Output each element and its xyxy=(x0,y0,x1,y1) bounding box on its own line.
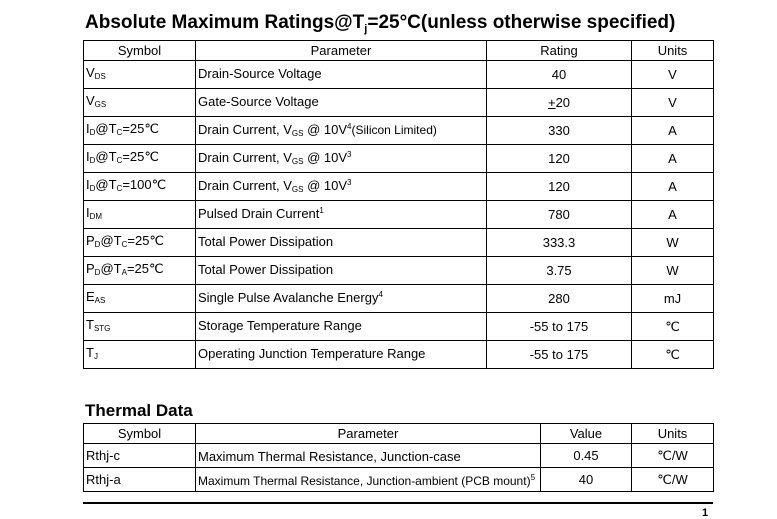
header-rating: Rating xyxy=(487,41,632,61)
plus-minus-sign: + xyxy=(547,94,556,110)
symbol-main: T xyxy=(86,316,94,332)
symbol-cell xyxy=(84,117,196,145)
value-cell: 40 xyxy=(541,468,632,492)
symbol-condition-subscript: C xyxy=(116,155,123,165)
symbol-subscript: D xyxy=(94,267,101,277)
symbol-condition-value: =100℃ xyxy=(122,176,167,192)
parameter-text: Drain Current, V xyxy=(198,178,292,193)
header-units: Units xyxy=(632,424,714,444)
symbol-condition-value: =25℃ xyxy=(126,260,164,276)
symbol-cell xyxy=(84,173,196,201)
rating-cell: 120 xyxy=(487,173,632,201)
table-row xyxy=(84,468,714,492)
thermal-data-table xyxy=(83,423,714,492)
parameter-text: Total Power Dissipation xyxy=(198,262,334,277)
parameter-text: Pulsed Drain Current xyxy=(198,206,320,221)
parameter-footnote: 5 xyxy=(530,473,536,482)
parameter-condition: @ 10V xyxy=(303,122,348,137)
symbol-subscript: DS xyxy=(94,71,106,81)
parameter-subscript: GS xyxy=(291,185,304,194)
symbol-main: T xyxy=(86,344,94,360)
symbol-condition: @T xyxy=(100,260,122,276)
symbol-condition: @T xyxy=(95,120,117,136)
parameter-cell xyxy=(196,89,487,117)
rating-cell: 330 xyxy=(487,117,632,145)
table-header-row xyxy=(84,424,714,444)
table-row xyxy=(84,341,714,369)
units-cell: A xyxy=(632,145,714,173)
header-value: Value xyxy=(541,424,632,444)
symbol-cell xyxy=(84,257,196,285)
rating-cell: 3.75 xyxy=(487,257,632,285)
header-parameter: Parameter xyxy=(196,41,487,61)
symbol-subscript: DM xyxy=(89,211,103,221)
symbol-subscript: GS xyxy=(94,99,107,109)
symbol-cell xyxy=(84,285,196,313)
parameter-subscript: GS xyxy=(291,129,304,138)
symbol-subscript: AS xyxy=(94,295,106,305)
parameter-condition: @ 10V xyxy=(303,150,348,165)
parameter-footnote: 1 xyxy=(319,206,324,215)
parameter-cell xyxy=(196,201,487,229)
parameter-subscript: GS xyxy=(291,157,304,166)
footer-divider xyxy=(83,502,713,504)
symbol-condition-subscript: C xyxy=(116,183,123,193)
units-cell: A xyxy=(632,117,714,145)
units-cell: mJ xyxy=(632,285,714,313)
parameter-footnote: 4 xyxy=(347,122,352,131)
parameter-footnote: 3 xyxy=(347,178,352,187)
parameter-cell xyxy=(196,173,487,201)
symbol-main: I xyxy=(86,148,90,164)
parameter-cell xyxy=(196,145,487,173)
units-cell: ℃/W xyxy=(632,444,714,468)
rating-cell xyxy=(487,89,632,117)
rating-number: 20 xyxy=(555,94,571,110)
symbol-condition: @T xyxy=(95,176,117,192)
symbol-cell xyxy=(84,201,196,229)
symbol-cell: Rthj-a xyxy=(84,468,196,492)
table-row xyxy=(84,229,714,257)
table-row xyxy=(84,117,714,145)
parameter-condition: @ 10V xyxy=(303,178,348,193)
parameter-text: Drain Current, V xyxy=(198,150,292,165)
symbol-condition-value: =25℃ xyxy=(122,148,159,164)
table-row xyxy=(84,173,714,201)
symbol-condition-value: =25℃ xyxy=(122,120,159,136)
ratings-title: Absolute Maximum $Ratings@T_j=25^\circ C(unless$ otherwise specified) xyxy=(85,12,676,35)
units-cell: V xyxy=(632,61,714,89)
header-parameter: Parameter xyxy=(196,424,541,444)
parameter-note: (Silicon Limited) xyxy=(351,123,437,137)
symbol-cell: Rthj-c xyxy=(84,444,196,468)
parameter-text: Single Pulse Avalanche Energy xyxy=(198,290,379,305)
parameter-text: Maximum Thermal Resistance, Junction-case xyxy=(198,449,461,464)
symbol-cell xyxy=(84,89,196,117)
header-symbol: Symbol xyxy=(84,41,196,61)
header-units: Units xyxy=(632,41,714,61)
table-header-row xyxy=(84,41,714,61)
symbol-condition-subscript: C xyxy=(121,239,128,249)
units-cell: V xyxy=(632,89,714,117)
units-cell: ℃ xyxy=(632,341,714,369)
table-row xyxy=(84,313,714,341)
parameter-cell xyxy=(196,468,541,492)
parameter-footnote: 3 xyxy=(347,150,352,159)
symbol-main: V xyxy=(86,64,95,80)
symbol-condition-subscript: A xyxy=(121,267,127,277)
symbol-main: I xyxy=(86,176,90,192)
symbol-condition-subscript: C xyxy=(116,127,123,137)
rating-cell: -55 to 175 xyxy=(487,313,632,341)
table-row xyxy=(84,257,714,285)
rating-cell: 780 xyxy=(487,201,632,229)
parameter-text: Maximum Thermal Resistance, Junction-ambient (PCB mount) xyxy=(198,474,531,488)
parameter-text: Operating Junction Temperature Range xyxy=(198,346,426,361)
symbol-condition: @T xyxy=(100,232,122,248)
symbol-subscript: D xyxy=(89,155,96,165)
parameter-text: Storage Temperature Range xyxy=(198,318,362,333)
table-row xyxy=(84,61,714,89)
parameter-cell xyxy=(196,313,487,341)
units-cell: W xyxy=(632,257,714,285)
symbol-subscript: STG xyxy=(93,323,111,333)
table-row xyxy=(84,444,714,468)
symbol-subscript: D xyxy=(89,127,96,137)
parameter-footnote: 4 xyxy=(378,290,383,299)
symbol-cell xyxy=(84,341,196,369)
table-row xyxy=(84,145,714,173)
rating-cell: 120 xyxy=(487,145,632,173)
value-cell: 0.45 xyxy=(541,444,632,468)
symbol-main: I xyxy=(86,120,90,136)
parameter-cell xyxy=(196,341,487,369)
parameter-cell xyxy=(196,285,487,313)
symbol-main: E xyxy=(86,288,95,304)
symbol-main: P xyxy=(86,232,95,248)
units-cell: ℃/W xyxy=(632,468,714,492)
absolute-max-ratings-table xyxy=(83,40,714,369)
symbol-condition-value: =25℃ xyxy=(127,232,165,248)
parameter-cell xyxy=(196,61,487,89)
table-row xyxy=(84,285,714,313)
symbol-subscript: J xyxy=(93,351,98,361)
units-cell: ℃ xyxy=(632,313,714,341)
table-row xyxy=(84,89,714,117)
units-cell: A xyxy=(632,201,714,229)
page-number: 1 xyxy=(702,507,709,519)
symbol-main: P xyxy=(86,260,95,276)
units-cell: W xyxy=(632,229,714,257)
symbol-cell xyxy=(84,313,196,341)
parameter-text: Gate-Source Voltage xyxy=(198,94,319,109)
symbol-main: V xyxy=(86,92,95,108)
parameter-cell xyxy=(196,117,487,145)
rating-cell: -55 to 175 xyxy=(487,341,632,369)
parameter-text: Drain-Source Voltage xyxy=(198,66,322,81)
parameter-cell xyxy=(196,257,487,285)
header-symbol: Symbol xyxy=(84,424,196,444)
symbol-main: I xyxy=(86,204,90,220)
symbol-subscript: D xyxy=(89,183,96,193)
parameter-cell xyxy=(196,444,541,468)
parameter-text: Total Power Dissipation xyxy=(198,234,334,249)
thermal-title: Thermal Data xyxy=(85,401,193,420)
rating-cell: 333.3 xyxy=(487,229,632,257)
symbol-subscript: D xyxy=(94,239,101,249)
symbol-cell xyxy=(84,61,196,89)
units-cell: A xyxy=(632,173,714,201)
table-row xyxy=(84,201,714,229)
parameter-text: Drain Current, V xyxy=(198,122,292,137)
rating-cell: 280 xyxy=(487,285,632,313)
parameter-cell xyxy=(196,229,487,257)
symbol-cell xyxy=(84,229,196,257)
symbol-cell xyxy=(84,145,196,173)
rating-cell: 40 xyxy=(487,61,632,89)
symbol-condition: @T xyxy=(95,148,117,164)
